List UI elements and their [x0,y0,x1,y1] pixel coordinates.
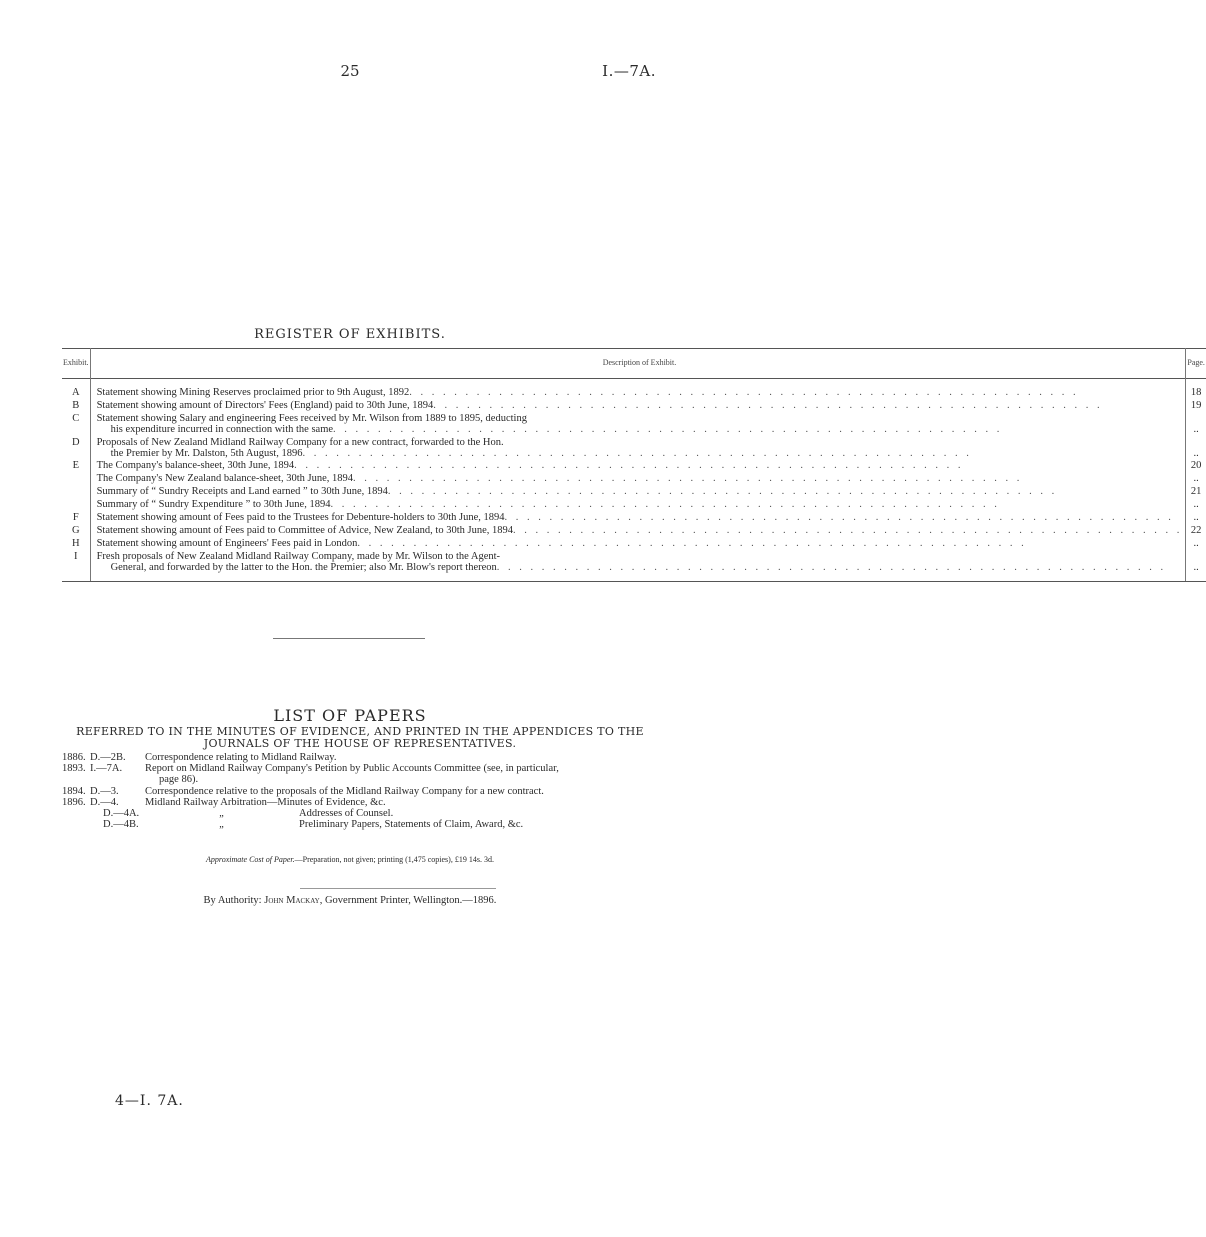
description-line [97,487,1183,498]
table-row [62,379,1206,400]
register-table [62,348,1206,582]
papers-subtitle-line-1: REFERRED TO IN THE MINUTES OF EVIDENCE, AND PRINTED IN THE APPENDICES TO THE [76,725,644,738]
exhibit-letter: F [62,512,90,525]
exhibit-letter: H [62,538,90,551]
table-row [62,400,1206,413]
table-row [62,525,1206,538]
table-row [62,499,1206,512]
paper-description [145,797,662,808]
description-text: Statement showing Mining Reserves proclaimed prior to 9th August, 1892 [96,387,410,398]
dot-leader: . . . . . . . . . . . . . . . . . . . . . . . . . . . . . . . . . . . . . . . . . . . . . . . . . . . . . . . . . . . . [387,486,1058,498]
dot-leader: . . . . . . . . . . . . . . . . . . . . . . . . . . . . . . . . . . . . . . . . . . . . . . . . . . . . . . . . . . . . [433,399,1103,411]
exhibit-page: 22 [1190,524,1202,536]
description-line [97,461,1183,472]
exhibit-description [90,473,1186,486]
authority-prefix: By Authority: [203,895,265,906]
paper-title: Correspondence relating to Midland Railway. [145,752,337,763]
exhibit-page: 18 [1190,387,1202,398]
cost-label: Approximate Cost of Paper. [206,855,295,864]
description-text: Statement showing Salary and engineering Fees received by Mr. Wilson from 1889 to 1895, deducting [96,412,527,424]
exhibit-letter: A [62,379,90,400]
dot-leader: . . . . . . . . . . . . . . . . . . . . . . . . . . . . . . . . . . . . . . . . . . . . . . . . . . . . . . . . . . . . [294,460,964,472]
paper-year [62,808,90,819]
exhibit-page: .. [1193,537,1199,549]
exhibit-letter: G [62,525,90,538]
dot-leader: . . . . . . . . . . . . . . . . . . . . . . . . . . . . . . . . . . . . . . . . . . . . . . . . . . . . . . . . . . . . [302,447,972,459]
column-header-description: Description of Exhibit. [90,349,1186,379]
exhibit-description [90,413,1186,437]
authority-line [0,895,700,906]
page-number: 25 [340,62,360,80]
paper-title: Midland Railway Arbitration—Minutes of Evidence, &c. [145,796,386,808]
exhibit-letter [62,486,90,499]
section-divider [273,638,425,639]
exhibit-description [90,460,1186,473]
cost-text: —Preparation, not given; printing (1,475 copies), £19 14s. 3d. [294,855,494,864]
paper-year [62,819,90,830]
dot-leader: . . . . . . . . . . . . . . . . . . . . . . . . . . . . . . . . . . . . . . . . . . . . . . . . . . . . . . . . . . . . [513,524,1183,536]
ditto-mark: „ [219,808,225,820]
description-text: Statement showing amount of Directors' Fees (England) paid to 30th June, 1894 [96,399,434,411]
paper-description [145,752,662,763]
paper-year: 1886. [62,752,86,763]
dot-leader: . . . . . . . . . . . . . . . . . . . . . . . . . . . . . . . . . . . . . . . . . . . . . . . . . . . . . . . . . . . . [409,387,1079,398]
exhibit-description [90,486,1186,499]
exhibit-page: 20 [1190,460,1202,472]
paper-code: D.—3. [90,785,119,797]
description-line [97,563,1183,574]
exhibit-page: 19 [1190,399,1202,411]
description-text: The Company's balance-sheet, 30th June, 1894 [96,460,295,472]
exhibit-description [90,379,1186,400]
exhibit-description [90,499,1186,512]
exhibit-letter [62,473,90,486]
paper-item [62,786,662,797]
register-title: REGISTER OF EXHIBITS. [254,327,446,342]
paper-title: Report on Midland Railway Company's Petition by Public Accounts Committee (see, in particular, [145,763,559,775]
paper-year: 1896. [62,796,86,808]
description-text: Summary of “ Sundry Expenditure ” to 30th June, 1894 [96,499,331,511]
paper-title: Preliminary Papers, Statements of Claim, Award, &c. [299,819,524,831]
paper-code: D.—4A. [103,808,140,820]
column-header-page: Page. [1187,358,1205,368]
ditto-mark: „ [219,819,225,831]
table-row [62,437,1206,461]
paper-year: 1893. [62,763,86,775]
exhibit-letter: D [62,437,90,461]
exhibit-letter [62,499,90,512]
paper-title: Correspondence relative to the proposals of the Midland Railway Company for a new contract. [145,785,544,797]
exhibit-letter: C [62,413,90,437]
exhibit-description [90,512,1186,525]
exhibit-page: .. [1193,473,1199,485]
paper-year: 1894. [62,785,86,797]
description-line [97,388,1183,399]
table-row [62,512,1206,525]
paper-code: D.—4. [90,796,119,808]
cost-note [0,855,700,864]
description-line [97,474,1183,485]
description-line [97,513,1183,524]
description-text: Summary of “ Sundry Receipts and Land earned ” to 30th June, 1894 [96,486,388,498]
dot-leader: . . . . . . . . . . . . . . . . . . . . . . . . . . . . . . . . . . . . . . . . . . . . . . . . . . . . . . . . . . . . [496,561,1167,573]
table-row [62,486,1206,499]
papers-subtitle [60,726,660,750]
printer-name: John Mackay [264,895,320,906]
exhibit-description [90,525,1186,538]
description-text: Statement showing amount of Engineers' Fees paid in London [96,537,358,549]
papers-subtitle-line-2: JOURNALS OF THE HOUSE OF REPRESENTATIVES. [203,737,517,750]
dot-leader: . . . . . . . . . . . . . . . . . . . . . . . . . . . . . . . . . . . . . . . . . . . . . . . . . . . . . . . . . . . . [330,499,1000,511]
paper-item [62,763,662,774]
paper-item [62,797,662,808]
description-text: his expenditure incurred in connection with the same [110,423,334,435]
document-reference: I.—7A. [602,62,656,80]
table-row [62,551,1206,581]
register-header-row [62,349,1206,379]
description-line [97,438,1183,449]
paper-item [62,808,662,819]
exhibit-letter: B [62,400,90,413]
description-text: Fresh proposals of New Zealand Midland Railway Company, made by Mr. Wilson to the Agent- [96,550,501,562]
paper-code: D.—2B. [90,752,126,763]
papers-list [62,752,662,830]
table-row [62,473,1206,486]
paper-description [145,819,662,830]
table-row [62,413,1206,437]
dot-leader: . . . . . . . . . . . . . . . . . . . . . . . . . . . . . . . . . . . . . . . . . . . . . . . . . . . . . . . . . . . . [333,423,1003,435]
paper-code: I.—7A. [90,763,123,775]
paper-title: Addresses of Counsel. [299,808,394,820]
description-line [97,449,1183,460]
exhibit-page: .. [1193,512,1199,524]
description-line [97,500,1183,511]
description-text: The Company's New Zealand balance-sheet, 30th June, 1894 [96,473,354,485]
exhibit-letter: I [62,551,90,581]
dot-leader: . . . . . . . . . . . . . . . . . . . . . . . . . . . . . . . . . . . . . . . . . . . . . . . . . . . . . . . . . . . . [504,512,1174,524]
exhibit-description [90,551,1186,581]
paper-description [145,808,662,819]
description-text: Statement showing amount of Fees paid to the Trustees for Debenture-holders to 30th June, 1894 [96,512,505,524]
exhibit-description [90,437,1186,461]
exhibit-page: .. [1193,447,1199,459]
description-text: Proposals of New Zealand Midland Railway Company for a new contract, forwarded to the Hon. [96,436,504,448]
paper-title-continued: page 86). [159,774,199,786]
table-row [62,460,1206,473]
exhibit-letter: E [62,460,90,473]
dot-leader: . . . . . . . . . . . . . . . . . . . . . . . . . . . . . . . . . . . . . . . . . . . . . . . . . . . . . . . . . . . . [357,537,1027,549]
register-body [62,379,1206,582]
authority-divider [300,888,496,889]
description-line [97,539,1183,550]
description-line [97,425,1183,436]
exhibit-page: .. [1193,499,1199,511]
paper-item [62,752,662,763]
signature-mark: 4—I. 7A. [115,1093,184,1109]
table-row [62,538,1206,551]
paper-item-continuation [62,774,662,785]
dot-leader: . . . . . . . . . . . . . . . . . . . . . . . . . . . . . . . . . . . . . . . . . . . . . . . . . . . . . . . . . . . . [353,473,1023,485]
exhibit-page: 21 [1190,486,1202,498]
description-text: the Premier by Mr. Dalston, 5th August, 1896 [110,447,303,459]
description-line [97,401,1183,412]
authority-suffix: , Government Printer, Wellington.—1896. [319,895,497,906]
paper-description [145,786,662,797]
paper-item [62,819,662,830]
exhibit-page: .. [1193,423,1199,435]
paper-description [145,763,662,774]
papers-title: LIST OF PAPERS [273,706,427,725]
exhibit-description [90,400,1186,413]
indent-spacer [62,774,159,785]
description-text: Statement showing amount of Fees paid to Committee of Advice, New Zealand, to 30th June, 1894 [96,524,513,536]
exhibit-description [90,538,1186,551]
paper-code: D.—4B. [103,819,139,831]
column-header-exhibit: Exhibit. [62,349,90,379]
exhibit-page: .. [1186,551,1206,581]
description-line [97,526,1183,537]
description-text: General, and forwarded by the latter to the Hon. the Premier; also Mr. Blow's report thereon [110,561,497,573]
